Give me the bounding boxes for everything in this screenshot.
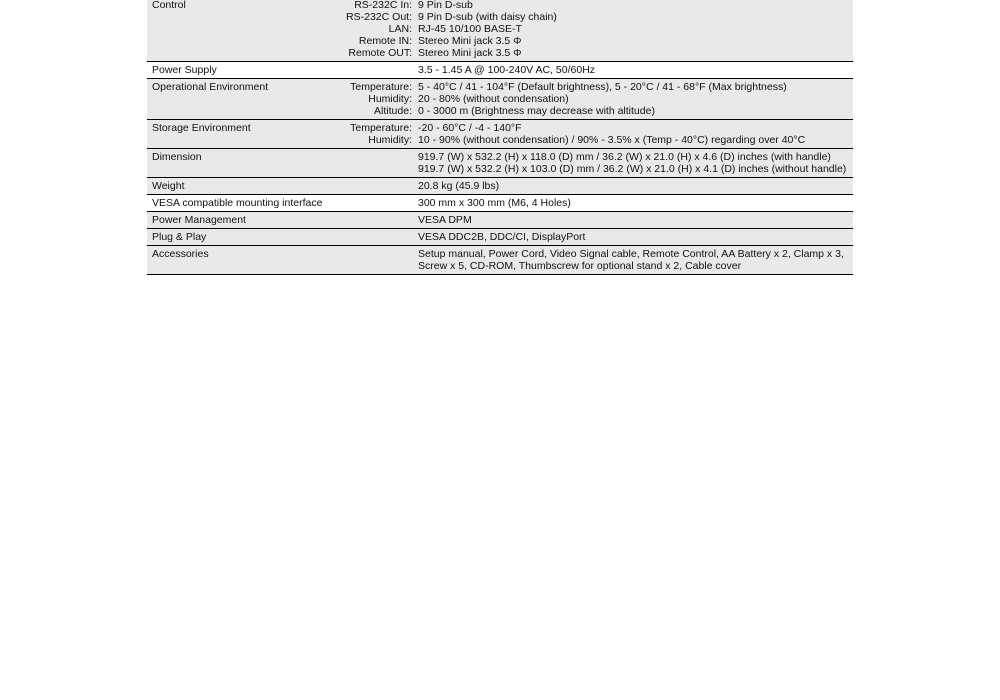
- spec-sublabels: [327, 231, 412, 243]
- spec-row-plug-and-play: [147, 229, 853, 246]
- spec-sublabel: [327, 260, 412, 272]
- spec-sublabel: Remote OUT:: [348, 47, 412, 59]
- spec-sublabels: [327, 248, 412, 272]
- spec-name: Operational Environment: [152, 81, 269, 93]
- spec-sublabel: [327, 231, 412, 243]
- spec-sublabels: [327, 151, 412, 175]
- spec-value: 20 - 80% (without condensation): [418, 93, 569, 105]
- spec-value: Stereo Mini jack 3.5 Φ: [418, 47, 522, 59]
- spec-value: Stereo Mini jack 3.5 Φ: [418, 35, 522, 47]
- spec-sublabel: Temperature:: [350, 81, 412, 93]
- spec-value: VESA DDC2B, DDC/CI, DisplayPort: [418, 231, 586, 243]
- spec-name: Control: [152, 0, 186, 11]
- spec-sublabels: [327, 122, 412, 146]
- spec-values: [412, 81, 853, 117]
- spec-values: [412, 197, 853, 209]
- spec-sublabel: [327, 151, 412, 163]
- spec-name: Power Management: [152, 214, 246, 226]
- spec-values: [412, 151, 853, 175]
- spec-row-power-supply: [147, 62, 853, 79]
- spec-value: 919.7 (W) x 532.2 (H) x 118.0 (D) mm / 36.2 (W) x 21.0 (H) x 4.6 (D) inches (with handle): [418, 151, 831, 163]
- spec-values: [412, 248, 853, 272]
- spec-sublabel: [327, 64, 412, 76]
- spec-row-power-management: [147, 212, 853, 229]
- spec-value: 0 - 3000 m (Brightness may decrease with altitude): [418, 105, 655, 117]
- spec-name: Dimension: [152, 151, 202, 163]
- spec-value: 3.5 - 1.45 A @ 100-240V AC, 50/60Hz: [418, 64, 596, 76]
- spec-sublabel: RS-232C Out:: [346, 11, 412, 23]
- spec-name: Plug & Play: [152, 231, 207, 243]
- spec-values: [412, 122, 853, 146]
- spec-row-operational-environment: [147, 79, 853, 120]
- spec-row-control: [147, 0, 853, 62]
- spec-sublabel: Temperature:: [350, 122, 412, 134]
- spec-name: Power Supply: [152, 64, 217, 76]
- spec-sublabel: Remote IN:: [358, 35, 412, 47]
- spec-value: VESA DPM: [418, 214, 472, 226]
- spec-value: Setup manual, Power Cord, Video Signal cable, Remote Control, AA Battery x 2, Clamp x 3,: [418, 248, 844, 260]
- spec-name: Storage Environment: [152, 122, 251, 134]
- spec-sublabel: Humidity:: [368, 134, 412, 146]
- spec-sublabels: [327, 0, 412, 59]
- spec-sublabel: [327, 180, 412, 192]
- spec-sublabels: [327, 81, 412, 117]
- spec-row-vesa-mounting: [147, 195, 853, 212]
- spec-row-weight: [147, 178, 853, 195]
- spec-sublabels: [327, 64, 412, 76]
- spec-row-accessories: [147, 246, 853, 275]
- spec-sublabel: [327, 197, 412, 209]
- spec-values: [412, 231, 853, 243]
- spec-value: RJ-45 10/100 BASE-T: [418, 23, 522, 35]
- spec-value: 5 - 40°C / 41 - 104°F (Default brightness), 5 - 20°C / 41 - 68°F (Max brightness): [418, 81, 787, 93]
- spec-sublabel: Humidity:: [368, 93, 412, 105]
- spec-value: 10 - 90% (without condensation) / 90% - 3.5% x (Temp - 40°C) regarding over 40°C: [418, 134, 806, 146]
- spec-sublabels: [327, 214, 412, 226]
- spec-sublabel: Altitude:: [374, 105, 412, 117]
- spec-sublabels: [327, 180, 412, 192]
- spec-values: [412, 180, 853, 192]
- spec-values: [412, 214, 853, 226]
- spec-value: -20 - 60°C / -4 - 140°F: [418, 122, 522, 134]
- spec-name: Accessories: [152, 248, 209, 260]
- spec-name: VESA compatible mounting interface: [152, 197, 323, 209]
- spec-row-dimension: [147, 149, 853, 178]
- spec-value: 300 mm x 300 mm (M6, 4 Holes): [418, 197, 571, 209]
- spec-sublabel: LAN:: [388, 23, 412, 35]
- spec-sublabels: [327, 197, 412, 209]
- spec-values: [412, 64, 853, 76]
- spec-value: 9 Pin D-sub (with daisy chain): [418, 11, 557, 23]
- spec-table: [147, 0, 853, 275]
- spec-sublabel: [327, 248, 412, 260]
- spec-name: Weight: [152, 180, 185, 192]
- spec-sublabel: [327, 214, 412, 226]
- spec-sublabel: [327, 163, 412, 175]
- spec-value: 919.7 (W) x 532.2 (H) x 103.0 (D) mm / 36.2 (W) x 21.0 (H) x 4.1 (D) inches (without handle): [418, 163, 847, 175]
- spec-values: [412, 0, 853, 59]
- spec-value: Screw x 5, CD-ROM, Thumbscrew for optional stand x 2, Cable cover: [418, 260, 742, 272]
- spec-value: 20.8 kg (45.9 lbs): [418, 180, 500, 192]
- spec-row-storage-environment: [147, 120, 853, 149]
- spec-value: 9 Pin D-sub: [418, 0, 473, 11]
- spec-sublabel: RS-232C In:: [354, 0, 412, 11]
